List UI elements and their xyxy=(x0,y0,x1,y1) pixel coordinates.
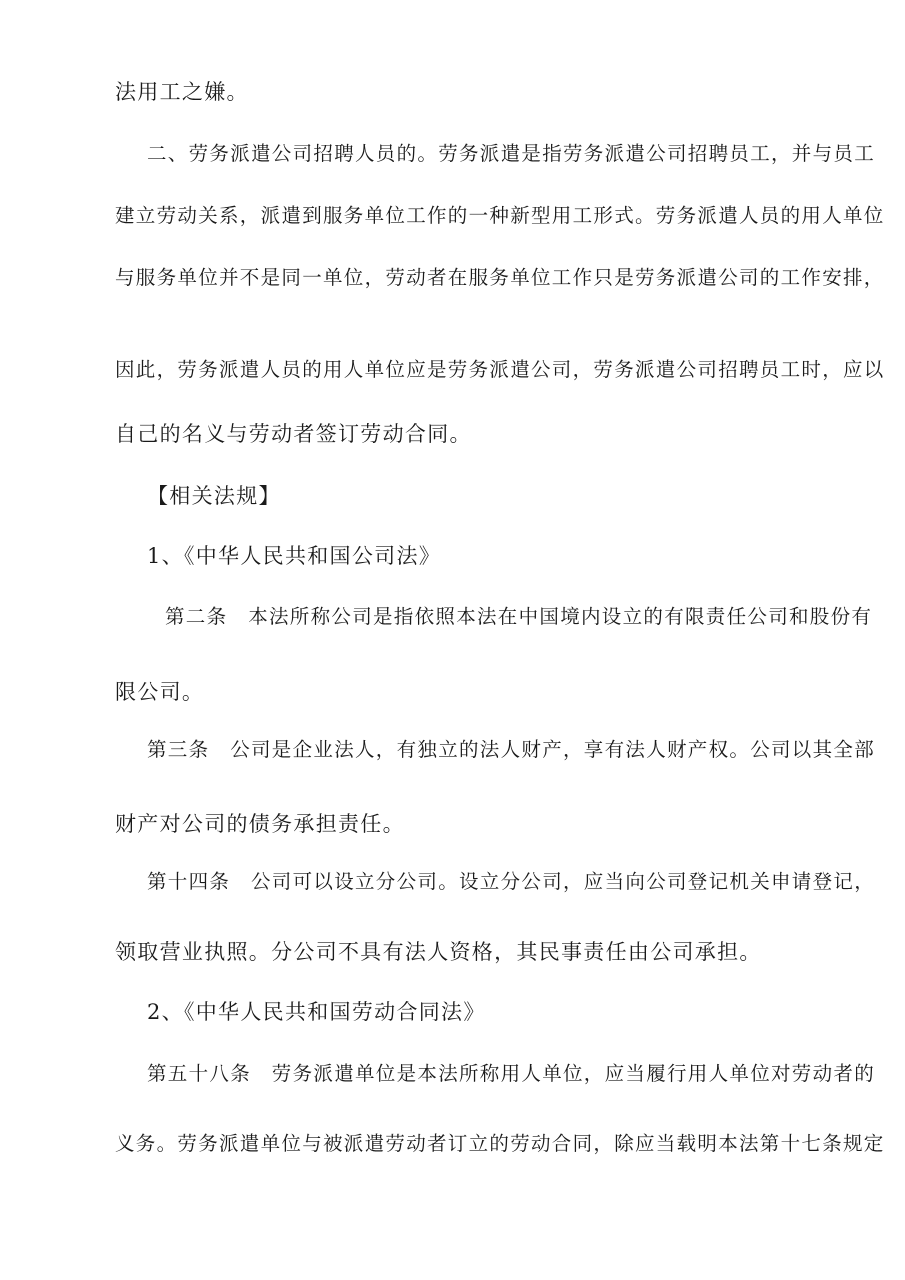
text-line-10: 限公司。 xyxy=(115,680,205,704)
text-line-11: 第三条 公司是企业法人，有独立的法人财产，享有法人财产权。公司以其全部 xyxy=(147,738,876,761)
text-line-17: 义务。劳务派遣单位与被派遣劳动者订立的劳动合同，除应当载明本法第十七条规定 xyxy=(115,1132,885,1155)
text-line-14: 领取营业执照。分公司不具有法人资格，其民事责任由公司承担。 xyxy=(115,940,762,964)
text-line-1: 法用工之嫌。 xyxy=(115,80,249,104)
section-heading-related-laws: 【相关法规】 xyxy=(147,484,281,508)
text-line-13: 第十四条 公司可以设立分公司。设立分公司，应当向公司登记机关申请登记， xyxy=(147,870,876,893)
text-line-16: 第五十八条 劳务派遣单位是本法所称用人单位，应当履行用人单位对劳动者的 xyxy=(147,1062,876,1085)
text-line-9: 第二条 本法所称公司是指依照本法在中国境内设立的有限责任公司和股份有 xyxy=(165,605,873,628)
law-title-labor-contract-law: 2、《中华人民共和国劳动合同法》 xyxy=(147,1000,486,1024)
text-line-5: 因此，劳务派遣人员的用人单位应是劳务派遣公司，劳务派遣公司招聘员工时，应以 xyxy=(115,358,885,381)
text-line-3: 建立劳动关系，派遣到服务单位工作的一种新型用工形式。劳务派遣人员的用人单位 xyxy=(115,204,885,227)
text-line-6: 自己的名义与劳动者签订劳动合同。 xyxy=(115,422,472,446)
text-line-2: 二、劳务派遣公司招聘人员的。劳务派遣是指劳务派遣公司招聘员工，并与员工 xyxy=(147,142,876,165)
text-line-12: 财产对公司的债务承担责任。 xyxy=(115,812,405,836)
text-line-4: 与服务单位并不是同一单位，劳动者在服务单位工作只是劳务派遣公司的工作安排， xyxy=(115,266,885,289)
law-title-company-law: 1、《中华人民共和国公司法》 xyxy=(147,544,442,568)
